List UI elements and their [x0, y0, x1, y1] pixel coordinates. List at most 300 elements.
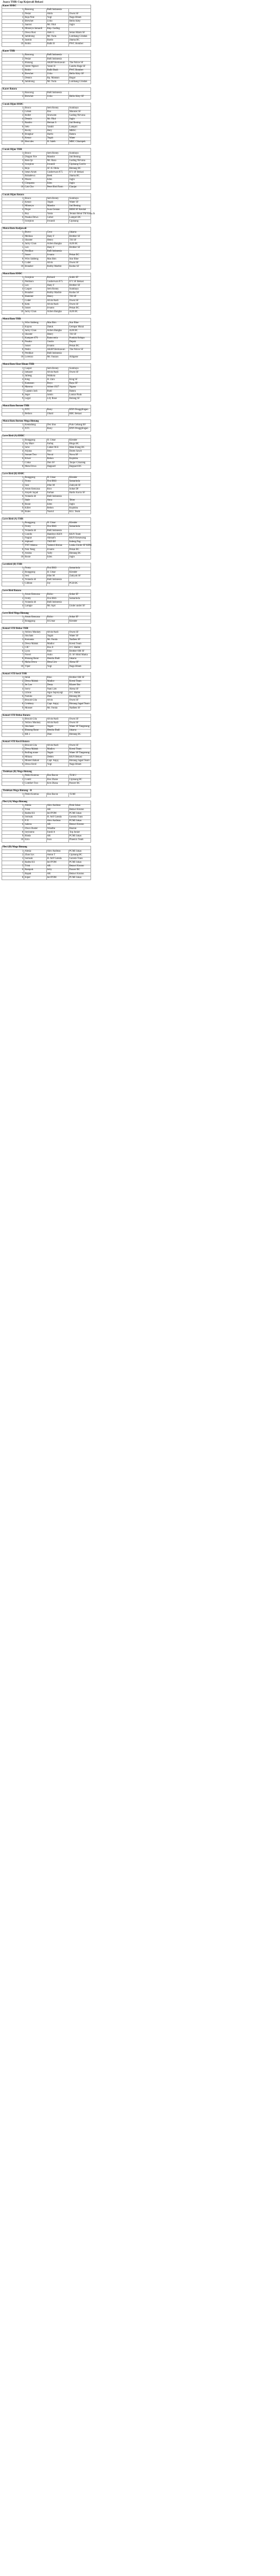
rank-cell: 8 — [2, 348, 24, 352]
category-title: Kenari STD Kecil Batara — [2, 741, 91, 744]
results-table — [2, 472, 91, 514]
rank-cell: 10 — [2, 838, 24, 842]
team-cell: Surabaya — [68, 197, 91, 201]
owner-cell: BnR Indonesia — [46, 601, 68, 605]
table-row — [2, 341, 91, 344]
team-cell: PCMJ Jakas — [68, 861, 91, 865]
team-cell: Raya SF — [68, 382, 91, 386]
table-row — [2, 73, 91, 76]
owner-cell: Sinowato — [46, 114, 68, 118]
rank-cell: 7 — [2, 827, 24, 831]
owner-cell: Mas Bim — [46, 322, 68, 325]
bird-name-cell: Bongkar — [24, 133, 46, 137]
table-row — [2, 865, 91, 868]
owner-cell: Irvanto — [46, 548, 68, 552]
bird-name-cell: Ronggong — [24, 438, 46, 442]
team-cell: Top Junior — [68, 831, 91, 835]
rank-cell: 10 — [2, 556, 24, 560]
bird-name-cell: Rosie — [24, 503, 46, 506]
table-row — [2, 111, 91, 114]
rank-cell: 1 — [2, 804, 24, 808]
rank-cell: 9 — [2, 661, 24, 665]
bird-name-cell: Pedot Kontras — [24, 774, 46, 778]
rank-cell: 4 — [2, 861, 24, 865]
table-row — [2, 808, 91, 812]
owner-cell: Ubaid — [46, 412, 68, 416]
owner-cell: Alex Andreas — [46, 850, 68, 853]
team-cell: Alena SF — [68, 661, 91, 665]
team-cell: Surabaya — [68, 288, 91, 292]
owner-cell: Hany F — [46, 235, 68, 238]
bird-name-cell: P JI — [24, 820, 46, 823]
table-row — [2, 744, 91, 748]
rank-cell: 7 — [2, 254, 24, 257]
table-row — [2, 220, 91, 224]
owner-cell: Yanni H — [46, 65, 68, 69]
table-row — [2, 450, 91, 454]
table-row — [2, 575, 91, 578]
bird-name-cell: Jet Lee — [24, 684, 46, 687]
owner-cell: H. Umar — [46, 438, 68, 442]
owner-cell: Eko — [46, 111, 68, 114]
bird-name-cell: Hammer — [24, 295, 46, 299]
bird-name-cell: TNT Athena — [24, 544, 46, 548]
owner-cell: Rony — [46, 427, 68, 431]
table-row — [2, 665, 91, 668]
rank-cell: 8 — [2, 703, 24, 706]
rank-cell: 4 — [2, 450, 24, 454]
team-cell: Jati Bening — [68, 156, 91, 159]
rank-cell: 4 — [2, 642, 24, 646]
owner-cell: Alvin/Andi — [46, 744, 68, 748]
table-row — [2, 16, 91, 20]
owner-cell: Yogi — [46, 763, 68, 767]
table-row — [2, 397, 91, 401]
team-cell: Pulo Gebang BF — [68, 424, 91, 427]
table-row — [2, 288, 91, 292]
rank-cell: 10 — [2, 665, 24, 668]
table-row — [2, 812, 91, 816]
owner-cell: Irvanto — [46, 344, 68, 348]
owner-cell: Sem Ronny — [46, 152, 68, 156]
owner-cell: Boyo — [46, 382, 68, 386]
team-cell — [68, 92, 91, 95]
team-cell: PCMJ Jakas — [68, 820, 91, 823]
table-row — [2, 582, 91, 586]
table-row — [2, 378, 91, 382]
team-cell: PGB BC — [68, 582, 91, 586]
team-cell: TSI SF — [68, 295, 91, 299]
bird-name-cell: Brocah Gila — [24, 718, 46, 722]
rank-cell: 2 — [2, 12, 24, 16]
team-cell: Cipinang — [68, 220, 91, 224]
owner-cell: Fini BKS — [46, 567, 68, 571]
owner-cell: Balhi Bush — [46, 69, 68, 73]
bird-name-cell: Robin — [24, 43, 46, 46]
rank-cell: 7 — [2, 76, 24, 80]
team-cell: Alena SF — [68, 687, 91, 691]
rank-cell: 9 — [2, 137, 24, 141]
table-row — [2, 552, 91, 556]
owner-cell: Bp. Mannan — [46, 76, 68, 80]
bird-name-cell: Pesiar — [24, 12, 46, 16]
bird-name-cell: Casper — [24, 288, 46, 292]
team-cell: Mata Elang BC — [68, 446, 91, 450]
team-cell: Kharer Bor — [68, 684, 91, 687]
owner-cell: Ivan — [46, 838, 68, 842]
team-cell: PCMJ Jakas — [68, 850, 91, 853]
table-row — [2, 299, 91, 303]
bird-name-cell: Jambrong — [24, 81, 46, 84]
rank-cell: 1 — [2, 408, 24, 412]
team-cell: Klender — [68, 571, 91, 574]
table-row — [2, 725, 91, 729]
team-cell: The Police SF — [68, 348, 91, 352]
owner-cell: Jelry — [46, 868, 68, 872]
bird-name-cell: Yolanda 44 — [24, 601, 46, 605]
team-cell: Kudus SF — [68, 265, 91, 269]
bird-name-cell: Somsak — [24, 816, 46, 820]
rank-cell: 4 — [2, 333, 24, 337]
bird-name-cell: Bintang Barat — [24, 729, 46, 733]
rank-cell: 6 — [2, 250, 24, 254]
rank-cell: 5 — [2, 820, 24, 823]
owner-cell: Farhan — [46, 492, 68, 495]
bird-name-cell: Soner — [24, 307, 46, 311]
team-cell: Owen SF — [68, 631, 91, 635]
bird-name-cell: Rapak — [24, 872, 46, 876]
table-row — [2, 823, 91, 827]
rank-cell: 5 — [2, 24, 24, 27]
table-row — [2, 394, 91, 397]
table-row — [2, 457, 91, 461]
owner-cell: Rino — [46, 650, 68, 654]
bird-name-cell: Lampje — [24, 605, 46, 608]
team-cell: Naga Hitam — [68, 665, 91, 668]
team-cell — [68, 601, 91, 605]
table-row — [2, 375, 91, 378]
category-title: Lovebird (B) THR — [2, 563, 91, 567]
category-header-row — [2, 405, 91, 408]
table-row — [2, 835, 91, 838]
owner-cell: Joy — [46, 582, 68, 586]
team-cell: Water SF Tangerang — [68, 725, 91, 729]
category-title: Pleci (A) Mega Bintang — [2, 801, 91, 804]
owner-cell: BnR Indonesia — [46, 8, 68, 12]
team-cell: Owen SF — [68, 722, 91, 725]
bird-name-cell: Frotty — [24, 567, 46, 571]
table-row — [2, 69, 91, 73]
bird-name-cell: Cleopatra — [24, 182, 46, 186]
table-row — [2, 27, 91, 31]
owner-cell: AKBP Hermawan — [46, 62, 68, 65]
rank-cell: 1 — [2, 676, 24, 680]
owner-cell: Hery — [46, 129, 68, 133]
bird-name-cell: Robin — [24, 69, 46, 73]
category-title: Kenari STD kecil THR — [2, 673, 91, 676]
rank-cell: 5 — [2, 492, 24, 495]
bird-name-cell: Sinchane — [24, 725, 46, 729]
owner-cell: Hany F — [46, 284, 68, 288]
category-header-row — [2, 50, 91, 54]
owner-cell: Fandi A — [46, 831, 68, 835]
category-header-row — [2, 318, 91, 322]
table-row — [2, 208, 91, 212]
rank-cell: 10 — [2, 356, 24, 360]
table-row — [2, 646, 91, 650]
team-cell: D. SF Hitid Mama — [68, 654, 91, 657]
owner-cell: Hesa Lim — [46, 661, 68, 665]
owner-cell: Yally — [46, 552, 68, 556]
owner-cell: Dian — [46, 733, 68, 736]
table-row — [2, 427, 91, 431]
owner-cell: Tegah — [46, 752, 68, 755]
rank-cell: 1 — [2, 850, 24, 853]
rank-cell: 7 — [2, 699, 24, 703]
bird-name-cell: Alphard — [24, 541, 46, 544]
team-cell: BBC Bekasi — [68, 412, 91, 416]
rank-cell: 4 — [2, 755, 24, 759]
bird-name-cell: XTC — [24, 408, 46, 412]
owner-cell: Dwi Imo — [46, 424, 68, 427]
rank-cell: 4 — [2, 65, 24, 69]
rank-cell: 3 — [2, 684, 24, 687]
team-cell — [68, 375, 91, 378]
rank-cell: 1 — [2, 8, 24, 12]
table-row — [2, 699, 91, 703]
table-row — [2, 567, 91, 571]
table-row — [2, 114, 91, 118]
rank-cell: 3 — [2, 752, 24, 755]
owner-cell: Alvin/Andi — [46, 631, 68, 635]
table-row — [2, 529, 91, 533]
owner-cell: Datuk — [46, 325, 68, 329]
bird-name-cell: Rocky — [24, 129, 46, 133]
results-table — [2, 273, 91, 315]
bird-name-cell: Pusaka Dewa — [24, 216, 46, 220]
results-table — [2, 801, 91, 843]
team-cell: A2B BC — [68, 330, 91, 333]
rank-cell: 1 — [2, 92, 24, 95]
table-row — [2, 755, 91, 759]
rank-cell: 8 — [2, 548, 24, 552]
owner-cell: Eko Bacon — [46, 774, 68, 778]
category-title: Kacer Batara — [2, 88, 91, 92]
rank-cell: 3 — [2, 638, 24, 642]
rank-cell: 3 — [2, 446, 24, 450]
table-row — [2, 642, 91, 646]
owner-cell: Tegah — [46, 137, 68, 141]
owner-cell: Jamin — [46, 394, 68, 397]
table-row — [2, 152, 91, 156]
rank-cell: 1 — [2, 522, 24, 525]
owner-cell: Mr. Raza — [46, 159, 68, 163]
team-cell: Owen SF — [68, 371, 91, 375]
category-title: Murai Batu HSBC — [2, 273, 91, 276]
rank-cell: 2 — [2, 443, 24, 446]
table-row — [2, 578, 91, 582]
table-row — [2, 325, 91, 329]
rank-cell: 2 — [2, 635, 24, 638]
category-title: Cucak Hijau THR — [2, 148, 91, 152]
bird-name-cell: Yolanda 44 — [24, 529, 46, 533]
category-title: Kacer HSBC — [2, 5, 91, 8]
rank-cell: 3 — [2, 575, 24, 578]
team-cell: Teratai Bmut TM Kota JS — [69, 212, 95, 215]
table-row — [2, 820, 91, 823]
team-cell: Batara — [68, 133, 91, 137]
table-row — [2, 159, 91, 163]
table-row — [2, 850, 91, 853]
owner-cell: Tegah — [46, 201, 68, 205]
team-cell: Jr C Halim — [68, 692, 91, 695]
bird-name-cell: Kujora — [24, 325, 46, 329]
table-row — [2, 492, 91, 495]
owner-cell: Ricko — [46, 593, 68, 597]
owner-cell: Handoyo KKN — [46, 533, 68, 537]
team-cell: Pemi Jakas — [68, 804, 91, 808]
owner-cell: Happard — [46, 465, 68, 469]
bird-name-cell: Yellow Monkey — [24, 631, 46, 635]
team-cell: Teber — [68, 499, 91, 503]
rank-cell: 2 — [2, 235, 24, 238]
rank-cell: 2 — [2, 325, 24, 329]
team-cell: Jakarta — [68, 657, 91, 661]
results-table — [2, 563, 91, 586]
team-cell: Phoenix Team — [68, 838, 91, 842]
owner-cell: Anca — [46, 499, 68, 503]
owner-cell: Gober — [46, 216, 68, 220]
team-cell: Hello Kitty — [68, 20, 91, 24]
owner-cell: Ind POM — [46, 812, 68, 816]
rank-cell: 6 — [2, 650, 24, 654]
team-cell — [68, 57, 91, 61]
owner-cell: Fini BKS — [46, 525, 68, 529]
rank-cell: 8 — [2, 303, 24, 307]
rank-cell: 8 — [2, 503, 24, 506]
category-header-row — [2, 563, 91, 567]
rank-cell: 3 — [2, 330, 24, 333]
owner-cell: Madiox — [46, 748, 68, 752]
team-cell: Bolang SF — [68, 397, 91, 401]
owner-cell: Agus Saprayogi — [46, 692, 68, 695]
owner-cell: BnR Indonesia — [46, 529, 68, 533]
team-cell: Jati Bening — [68, 122, 91, 125]
bird-name-cell: Yellow Monkey — [24, 722, 46, 725]
owner-cell: Mr. Fonda — [46, 706, 68, 710]
rank-cell: 5 — [2, 454, 24, 457]
table-row — [2, 171, 91, 175]
bird-name-cell: Cak Cho — [24, 186, 46, 189]
owner-cell: Ahmad's — [46, 537, 68, 541]
category-title: Cucak Hijau Batara — [2, 193, 91, 197]
table-row — [2, 178, 91, 182]
table-row — [2, 488, 91, 492]
bird-name-cell: Naruko — [24, 695, 46, 699]
owner-cell: Mr. Apri — [46, 605, 68, 608]
rank-cell: 2 — [2, 371, 24, 375]
owner-cell: Richard — [46, 276, 68, 280]
rank-cell: 8 — [2, 257, 24, 261]
table-row — [2, 876, 91, 880]
bird-name-cell: Sonuet Two — [24, 454, 46, 457]
team-cell: Soleh SF — [68, 276, 91, 280]
rank-cell: 6 — [2, 125, 24, 129]
bird-name-cell: Komanta — [24, 638, 46, 642]
results-table — [2, 590, 91, 609]
team-cell: TLMJ — [68, 793, 91, 797]
bird-name-cell: Cebok — [24, 111, 46, 114]
team-cell: Nadhen SF — [68, 706, 91, 710]
rank-cell: 8 — [2, 133, 24, 137]
table-row — [2, 35, 91, 39]
owner-cell: Fery — [46, 450, 68, 454]
team-cell: Lontar Pinik — [68, 394, 91, 397]
table-row — [2, 371, 91, 375]
rank-cell: 6 — [2, 216, 24, 220]
category-title: Murai Batu Ekor Hitam THR — [2, 363, 91, 367]
owner-cell: Rebon — [46, 507, 68, 511]
team-cell — [68, 54, 91, 57]
team-cell: Lenka Under SF KRW — [69, 544, 92, 547]
rank-cell: 6 — [2, 457, 24, 461]
table-row — [2, 503, 91, 506]
results-table — [2, 87, 91, 99]
category-header-row — [2, 612, 91, 616]
rank-cell: 5 — [2, 212, 24, 216]
bird-name-cell: Sinchats — [24, 635, 46, 638]
team-cell: Alligator — [68, 356, 91, 360]
rank-cell: 3 — [2, 782, 24, 786]
table-row — [2, 54, 91, 57]
rank-cell: 6 — [2, 763, 24, 767]
table-row — [2, 212, 91, 216]
owner-cell: Rony — [46, 408, 68, 412]
bird-name-cell: Dewa Mabuk — [24, 642, 46, 646]
owner-cell: Mr. Fauzan — [46, 356, 68, 360]
bird-name-cell: Maha Dewa — [24, 661, 46, 665]
owner-cell: AKBP Hermawan — [46, 348, 68, 352]
rank-cell: 1 — [2, 54, 24, 57]
bird-name-cell: Stale — [24, 499, 46, 503]
team-cell: Brother 666 SF — [68, 676, 91, 680]
rank-cell: 7 — [2, 175, 24, 178]
bird-name-cell: Gibbon — [24, 582, 46, 586]
category-title: Kenari STD Bebas THR — [2, 627, 91, 631]
rank-cell: 4 — [2, 729, 24, 733]
document-title: Juara THR Cup Kejuvali Bekasi — [3, 1, 43, 4]
owner-cell: Madior — [46, 680, 68, 684]
table-row — [2, 831, 91, 835]
owner-cell: Astio — [46, 654, 68, 657]
team-cell: Indeng Pag — [68, 541, 91, 544]
table-row — [2, 57, 91, 61]
owner-cell: H.Umar — [46, 620, 68, 623]
table-row — [2, 386, 91, 390]
team-cell: Nova SF — [68, 454, 91, 457]
rank-cell: 3 — [2, 239, 24, 243]
table-row — [2, 533, 91, 537]
bird-name-cell: Mata Dewa — [24, 465, 46, 469]
team-cell: Jr C Halim — [68, 646, 91, 650]
team-cell: Joglo — [68, 182, 91, 186]
bird-name-cell: Jaanisi — [24, 24, 46, 27]
team-cell: Lombang Cilodak — [68, 81, 91, 84]
table-row — [2, 760, 91, 763]
rank-cell: 5 — [2, 537, 24, 541]
table-row — [2, 484, 91, 487]
rank-cell: 1 — [2, 567, 24, 571]
